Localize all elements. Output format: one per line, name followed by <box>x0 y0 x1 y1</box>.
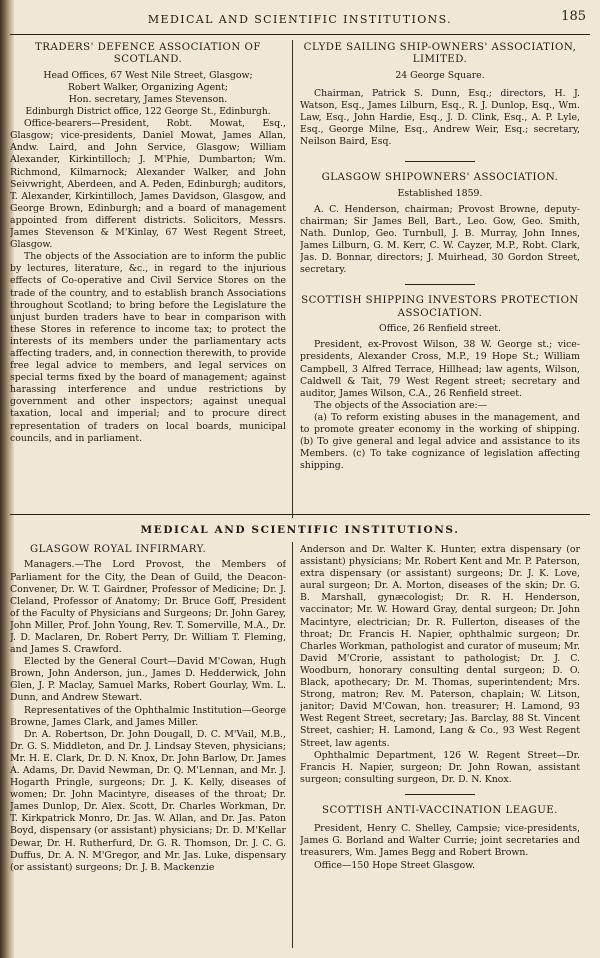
anti-vaccination-office: Office—150 Hope Street Glasgow. <box>314 859 476 871</box>
infirmary-title: GLASGOW ROYAL INFIRMARY. <box>30 544 207 555</box>
mid-rule <box>10 514 590 515</box>
anti-vaccination-title: SCOTTISH ANTI-VACCINATION LEAGUE. <box>322 804 558 816</box>
running-head <box>10 9 590 30</box>
traders-office-line: Head Offices, 67 West Nile Street, Glasgow; <box>43 69 253 81</box>
investors-body: President, ex-Provost Wilson, 38 W. George st.; vice-presidents, Alexander Cross, M.P., 19 Hope St.; William Campbell, 3 Alfred Terrace, Hillhead; law agents, Wilson, Caldwell & Tait, 79 West Regent street; secretary and auditor, James Wilson, C.A., 26 Renfield street. <box>300 339 580 399</box>
section-divider <box>405 794 475 795</box>
clyde-address: 24 George Square. <box>395 69 485 81</box>
shipowners-established: Established 1859. <box>397 187 483 199</box>
traders-edinburgh-line: Edinburgh District office, 122 George St., Edinburgh. <box>25 107 271 118</box>
upper-left-column <box>10 42 286 514</box>
infirmary-physicians: Dr. A. Robertson, Dr. John Dougall, D. C. M'Vail, M.B., Dr. G. S. Middleton, and Dr. J. Lindsay Steven, physicians; Mr. H. E. Clark, Dr. D. N. Knox, Dr. John Barlow, Dr. James A. Adams, Dr. David Newman, Dr. Q. M'Lennan, and Mr. J. Hogarth Pringle, surgeons; Dr. J. K. Kelly, diseases of women; Dr. John Macintyre, diseases of the throat; Dr. James Dunlop, Dr. Alex. Scott, Dr. Charles Workman, Dr. T. Kirkpatrick Monro, Dr. Jas. W. Allan, and Dr. Jas. Paton Boyd, dispensary (or assistant) physicians; Dr. D. M'Kellar Dewar, Dr. H. Rutherfurd, Dr. G. R. Thomson, Dr. J. C. G. Duffus, Dr. A. N. M'Gregor, and Mr. Jas. Luke, dispensary (or assistant) surgeons; Dr. J. B. Mackenzie <box>10 728 286 873</box>
shipowners-title: GLASGOW SHIPOWNERS' ASSOCIATION. <box>321 172 559 184</box>
infirmary-continuation: Anderson and Dr. Walter K. Hunter, extra dispensary (or assistant) physicians; Mr. Robert Kent and Mr. P. Paterson, extra dispensary (or assistant) surgeons; Dr. J. K. Love, aural surgeon; Dr. A. Morton, diseases of the skin; Dr. G. B. Marshall, gynæcologist; Dr. R. H. Henderson, vaccinator; Mr. W. Howard Gray, dental surgeon; Dr. John Macintyre, electrician; Dr. R. Fullerton, diseases of the throat; Dr. Francis H. Napier, ophthalmic surgeon; Dr. Charles Workman, pathologist and curator of museum; Mr. David M'Crorie, assistant to pathologist; Dr. J. C. Woodburn, honorary consulting dental surgeon; D. O. Black, apothecary; Dr. M. Thomas, superintendent; Mrs. Strong, matron; Rev. M. Paterson, chaplain; W. Litson, janitor; David M'Cowan, hon. treasurer; H. Lamond, 93 West Regent Street, secretary; Jas. Barclay, 88 St. Vincent Street, cashier; H. Lamond, Lang & Co., 93 West Regent Street, law agents. <box>300 544 580 749</box>
page-number: 185 <box>561 9 586 24</box>
section-divider <box>405 161 475 162</box>
clyde-title: CLYDE SAILING SHIP-OWNERS' ASSOCIATION, LIMITED. <box>303 42 577 66</box>
traders-secretary-line: Hon. secretary, James Stevenson. <box>68 94 228 105</box>
traders-defence-title: TRADERS' DEFENCE ASSOCIATION OF SCOTLAND. <box>35 42 261 66</box>
investors-objects-intro: The objects of the Association are:— <box>314 399 488 411</box>
book-page <box>10 9 590 952</box>
investors-title: SCOTTISH SHIPPING INVESTORS PROTECTION ASSOCIATION. <box>301 295 579 319</box>
upper-right-column <box>300 42 580 514</box>
clyde-body: Chairman, Patrick S. Dunn, Esq.; directors, H. J. Watson, Esq., James Lilburn, Esq., R. J. Dunlop, Esq., Wm. Law, Esq., John Hardie, Esq., J. D. Clink, Esq., A. P. Lyle, Esq., George Milne, Esq., Andrew Weir, Esq.; secretary, Neilson Baird, Esq. <box>300 87 580 148</box>
running-title: MEDICAL AND SCIENTIFIC INSTITUTIONS. <box>147 13 453 26</box>
infirmary-elected: Elected by the General Court—David M'Cowan, Hugh Brown, John Anderson, jun., James D. Hedderwick, John Glen, J. P. Maclay, Samuel Marks, Robert Gourlay, Wm. L. Dunn, and Andrew Stewart. <box>10 656 286 704</box>
infirmary-ophthalmic-reps: Representatives of the Ophthalmic Institution—George Browne, James Clark, and James Miller. <box>10 704 286 728</box>
upper-column-divider <box>292 40 293 518</box>
anti-vaccination-body: President, Henry C. Shelley, Campsie; vice-presidents, James G. Borland and Walter Currie; joint secretaries and treasurers, Wm. James Begg and Robert Brown. <box>300 823 580 859</box>
shipowners-body: A. C. Henderson, chairman; Provost Browne, deputy-chairman; Sir James Bell, Bart., Leo. Gow, Geo. Smith, Nath. Dunlop, Geo. Turnbull, J. B. Murray, John Innes, James Lilburn, G. M. Kerr, C. W. Cayzer, M.P., Robt. Clark, Jas. D. Bonnar, directors; J. Muirhead, 30 Gordon Street, secretary. <box>300 203 580 276</box>
investors-objects: (a) To reform existing abuses in the management, and to promote greater economy in the working of shipping. (b) To give general and legal advice and assistance to its Members. (c) To take cognizance of legislation affecting shipping. <box>300 411 580 472</box>
lower-right-column <box>300 544 580 948</box>
infirmary-managers: Managers.—The Lord Provost, the Members of Parliament for the City, the Dean of Guild, the Deacon-Convener, Dr. W. T. Gairdner, Professor of Medicine; Dr. J. Cleland, Professor of Anatomy; Dr. Bruce Goff, President of the Faculty of Physicians and Surgeons; Dr. John Garey, John Miller, Prof. John Young, Rev. T. Somerville, M.A., Dr. J. D. Maclaren, Dr. Robert Perry, Dr. William T. Fleming, and James S. Crawford. <box>10 559 286 656</box>
traders-office-bearers: Office-bearers—President, Robt. Mowat, Esq., Glasgow; vice-presidents, Daniel Mowat, James Allan, Andw. Laird, and John Service, Glasgow; William Alexander, Kirkintilloch; J. M'Phie, Dumbarton; Wm. Richmond, Kilmarnock; Alexander Walker, and John Seivwright, Aberdeen, and A. Peden, Edinburgh; auditors, T. Alexander, Kirkintilloch, James Davidson, Glasgow, and George Brown, Edinburgh; and a board of management appointed from different districts. Solicitors, Messrs. James Stevenson & M'Kinlay, 67 West Regent Street, Glasgow. <box>10 118 286 251</box>
lower-left-column <box>10 544 286 948</box>
section-title: MEDICAL AND SCIENTIFIC INSTITUTIONS. <box>140 524 460 536</box>
lower-column-divider <box>292 542 293 948</box>
traders-objects: The objects of the Association are to inform the public by lectures, literature, &c., in regard to the injurious effects of Co-operative and Civil Service Stores on the trade of the country, and to establish branch Associations throughout Scotland; to bring before the Legislature the unjust burden traders have to bear in comparison with these Stores in reference to income tax; to protect the interests of its members under the parliamentary acts affecting traders, and, in connection therewith, to provide free legal advice to members, and legal services on special terms fixed by the board of management; against harassing interference and undue restrictions by government and other inspectors; against unequal taxation, local and imperial; and to procure direct representation of traders on local boards, municipal councils, and in parliament. <box>10 251 286 444</box>
section-divider <box>405 284 475 285</box>
ophthalmic-department: Ophthalmic Department, 126 W. Regent Street—Dr. Francis H. Napier, surgeon; Dr. John Rowan, assistant surgeon; consulting surgeon, Dr. D. N. Knox. <box>300 749 580 785</box>
investors-office: Office, 26 Renfield street. <box>379 323 501 335</box>
traders-agent-line: Robert Walker, Organizing Agent; <box>67 81 229 93</box>
header-rule <box>10 34 590 35</box>
